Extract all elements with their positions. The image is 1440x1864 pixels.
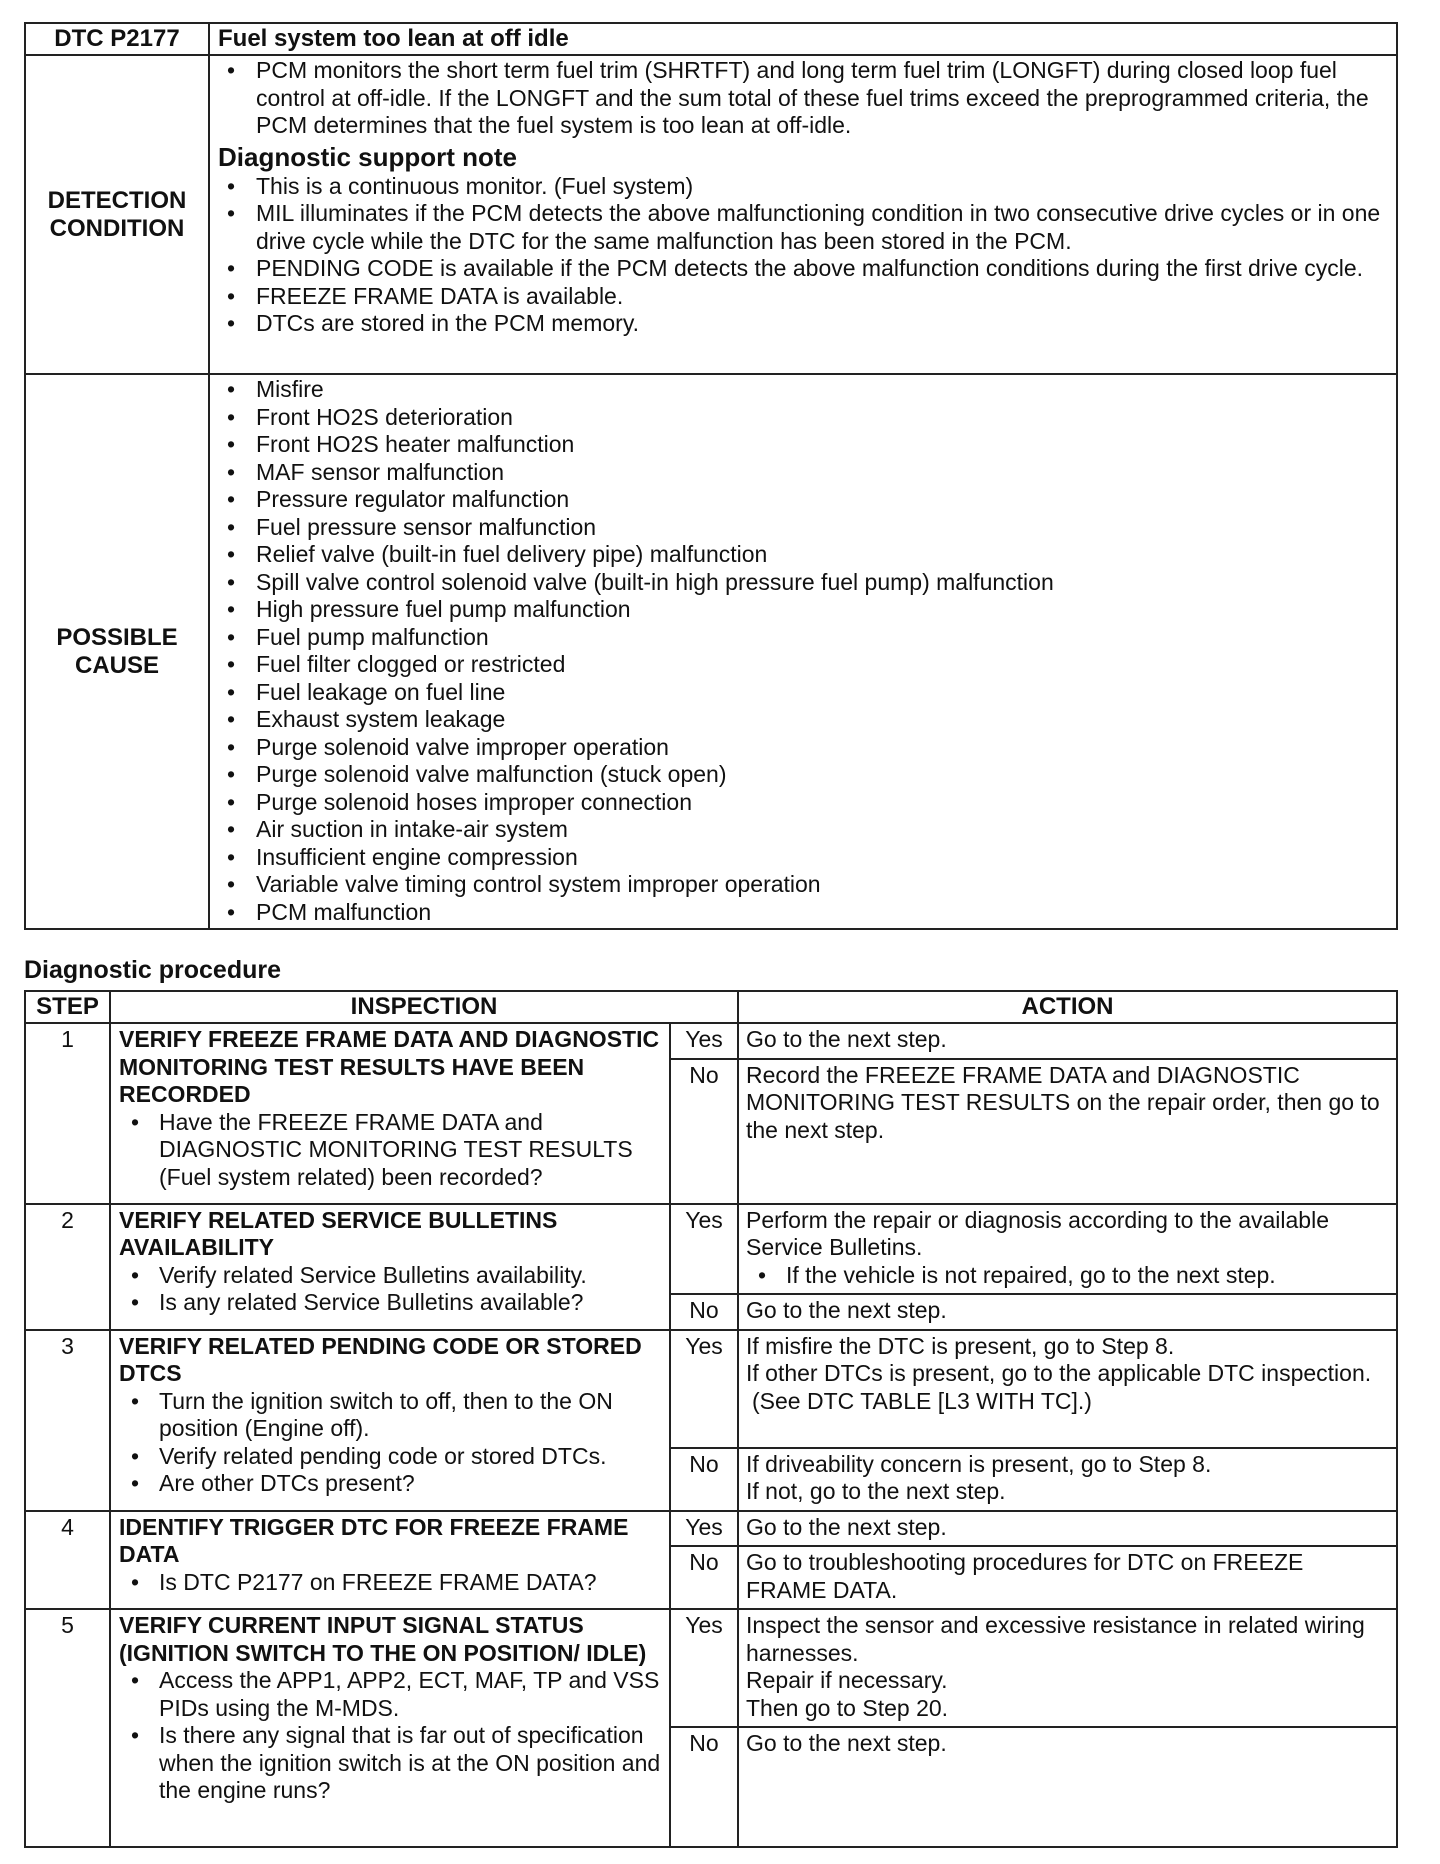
no-label: No <box>670 1448 738 1511</box>
inspection-bullet: • Verify related Service Bulletins availability. <box>159 1262 661 1290</box>
step-inspection <box>110 1609 670 1847</box>
no-label: No <box>670 1546 738 1609</box>
support-note-item: • FREEZE FRAME DATA is available. <box>256 283 1388 311</box>
inspection-bullet: • Is there any signal that is far out of specification when the ignition switch is at the ON position and the engine runs? <box>159 1722 661 1805</box>
step-number: 5 <box>25 1609 110 1847</box>
cause-item: • Fuel leakage on fuel line <box>256 679 1388 707</box>
cause-item: • Spill valve control solenoid valve (built-in high pressure fuel pump) malfunction <box>256 569 1388 597</box>
cause-item: • Fuel filter clogged or restricted <box>256 651 1388 679</box>
inspection-title: VERIFY RELATED PENDING CODE OR STORED DTCS <box>119 1332 642 1386</box>
cause-item: • Front HO2S heater malfunction <box>256 431 1388 459</box>
yes-action-line: Repair if necessary. <box>746 1667 948 1693</box>
inspection-title: IDENTIFY TRIGGER DTC FOR FREEZE FRAME DATA <box>119 1513 629 1567</box>
yes-action-line: Inspect the sensor and excessive resistance in related wiring harnesses. <box>746 1612 1365 1666</box>
yes-label: Yes <box>670 1609 738 1727</box>
cause-item: • Variable valve timing control system improper operation <box>256 871 1388 899</box>
support-note-item: • MIL illuminates if the PCM detects the above malfunctioning condition in two consecutive drive cycles or in one drive cycle while the DTC for the same malfunction has been stored in the PCM. <box>256 200 1388 255</box>
inspection-bullet: • Is any related Service Bulletins available? <box>159 1289 661 1317</box>
no-action: Go to the next step. <box>738 1294 1397 1330</box>
cause-item: • PCM malfunction <box>256 899 1388 927</box>
step-number: 4 <box>25 1511 110 1610</box>
possible-cause-label: POSSIBLE CAUSE <box>25 374 209 929</box>
step-number: 1 <box>25 1023 110 1204</box>
step-row <box>25 1204 1397 1295</box>
cause-item: • Front HO2S deterioration <box>256 404 1388 432</box>
dtc-info-table <box>24 22 1398 930</box>
inspection-bullet: • Access the APP1, APP2, ECT, MAF, TP and VSS PIDs using the M-MDS. <box>159 1667 661 1722</box>
cause-item: • High pressure fuel pump malfunction <box>256 596 1388 624</box>
yes-action <box>738 1204 1397 1295</box>
dtc-code: DTC P2177 <box>25 23 209 55</box>
possible-cause-content <box>209 374 1397 929</box>
step-row <box>25 1023 1397 1059</box>
step-inspection <box>110 1511 670 1610</box>
yes-action: Go to the next step. <box>738 1023 1397 1059</box>
dtc-header-row <box>25 23 1397 55</box>
step-column-header: STEP <box>25 991 110 1023</box>
yes-action-line: If other DTCs is present, go to the applicable DTC inspection. <box>746 1360 1372 1386</box>
diagnostic-procedure-heading: Diagnostic procedure <box>24 956 281 984</box>
no-action <box>738 1448 1397 1511</box>
no-action: Go to troubleshooting procedures for DTC on FREEZE FRAME DATA. <box>738 1546 1397 1609</box>
inspection-bullets <box>119 1569 661 1597</box>
possible-cause-list <box>218 376 1388 926</box>
yes-action <box>738 1330 1397 1448</box>
inspection-bullet: • Verify related pending code or stored DTCs. <box>159 1443 661 1471</box>
no-action-line: If driveability concern is present, go to Step 8. <box>746 1450 1212 1477</box>
yes-label: Yes <box>670 1023 738 1059</box>
yes-action-line: (See DTC TABLE [L3 WITH TC].) <box>752 1387 1092 1414</box>
possible-cause-row <box>25 374 1397 929</box>
inspection-bullets <box>119 1388 661 1498</box>
support-note-list <box>218 173 1388 338</box>
procedure-header-row <box>25 991 1397 1023</box>
yes-label: Yes <box>670 1204 738 1295</box>
dtc-title: Fuel system too lean at off idle <box>209 23 1397 55</box>
step-inspection <box>110 1330 670 1511</box>
cause-item: • Purge solenoid hoses improper connection <box>256 789 1388 817</box>
cause-item: • Exhaust system leakage <box>256 706 1388 734</box>
inspection-bullets <box>119 1262 661 1317</box>
no-label: No <box>670 1059 738 1204</box>
yes-action: Go to the next step. <box>738 1511 1397 1547</box>
diagnostic-procedure-table <box>24 990 1398 1848</box>
no-action: Record the FREEZE FRAME DATA and DIAGNOSTIC MONITORING TEST RESULTS on the repair order, then go to the next step. <box>738 1059 1397 1204</box>
step-inspection <box>110 1204 670 1330</box>
yes-action-bullet: • If the vehicle is not repaired, go to the next step. <box>786 1262 1389 1290</box>
inspection-bullets <box>119 1667 661 1805</box>
inspection-bullet: • Have the FREEZE FRAME DATA and DIAGNOSTIC MONITORING TEST RESULTS (Fuel system related) been recorded? <box>159 1109 661 1192</box>
cause-item: • Relief valve (built-in fuel delivery pipe) malfunction <box>256 541 1388 569</box>
no-action: Go to the next step. <box>738 1727 1397 1847</box>
support-note-item: • This is a continuous monitor. (Fuel system) <box>256 173 1388 201</box>
cause-item: • MAF sensor malfunction <box>256 459 1388 487</box>
inspection-bullet: • Is DTC P2177 on FREEZE FRAME DATA? <box>159 1569 661 1597</box>
yes-action-line: Then go to Step 20. <box>746 1694 949 1721</box>
yes-label: Yes <box>670 1330 738 1448</box>
support-note-item: • DTCs are stored in the PCM memory. <box>256 310 1388 338</box>
no-label: No <box>670 1727 738 1847</box>
cause-item: • Air suction in intake-air system <box>256 816 1388 844</box>
cause-item: • Pressure regulator malfunction <box>256 486 1388 514</box>
detection-condition-content <box>209 55 1397 374</box>
cause-item: • Fuel pressure sensor malfunction <box>256 514 1388 542</box>
step-inspection <box>110 1023 670 1204</box>
yes-action-text: Perform the repair or diagnosis according to the available Service Bulletins. <box>746 1206 1329 1260</box>
inspection-title: VERIFY CURRENT INPUT SIGNAL STATUS (IGNITION SWITCH TO THE ON POSITION/ IDLE) <box>119 1612 647 1666</box>
yes-label: Yes <box>670 1511 738 1547</box>
support-note-item: • PENDING CODE is available if the PCM detects the above malfunction conditions during the first drive cycle. <box>256 255 1388 283</box>
inspection-title: VERIFY FREEZE FRAME DATA AND DIAGNOSTIC MONITORING TEST RESULTS HAVE BEEN RECORDED <box>119 1026 660 1107</box>
no-label: No <box>670 1294 738 1330</box>
cause-item: • Misfire <box>256 376 1388 404</box>
diagnostic-support-note-heading: Diagnostic support note <box>218 141 517 172</box>
step-number: 2 <box>25 1204 110 1330</box>
detection-condition-label: DETECTION CONDITION <box>25 55 209 374</box>
step-row <box>25 1609 1397 1727</box>
cause-item: • Fuel pump malfunction <box>256 624 1388 652</box>
inspection-bullet: • Turn the ignition switch to off, then to the ON position (Engine off). <box>159 1388 661 1443</box>
yes-action <box>738 1609 1397 1727</box>
step-row <box>25 1511 1397 1547</box>
cause-item: • Insufficient engine compression <box>256 844 1388 872</box>
cause-item: • Purge solenoid valve improper operation <box>256 734 1388 762</box>
inspection-column-header: INSPECTION <box>110 991 738 1023</box>
inspection-bullet: • Are other DTCs present? <box>159 1470 661 1498</box>
inspection-title: VERIFY RELATED SERVICE BULLETINS AVAILABILITY <box>119 1206 558 1260</box>
yes-action-line: If misfire the DTC is present, go to Step 8. <box>746 1332 1175 1359</box>
detection-condition-row <box>25 55 1397 374</box>
inspection-bullets <box>119 1109 661 1192</box>
yes-action-bullets <box>746 1262 1389 1290</box>
detection-intro: • PCM monitors the short term fuel trim (SHRTFT) and long term fuel trim (LONGFT) during closed loop fuel control at off-idle. If the LONGFT and the sum total of these fuel trims exceed the preprogrammed criteria, the PCM determines that the fuel system is too lean at off-idle. <box>256 57 1388 140</box>
step-number: 3 <box>25 1330 110 1511</box>
cause-item: • Purge solenoid valve malfunction (stuck open) <box>256 761 1388 789</box>
action-column-header: ACTION <box>738 991 1397 1023</box>
no-action-line: If not, go to the next step. <box>746 1478 1006 1504</box>
step-row <box>25 1330 1397 1448</box>
detection-intro-list <box>218 57 1388 140</box>
